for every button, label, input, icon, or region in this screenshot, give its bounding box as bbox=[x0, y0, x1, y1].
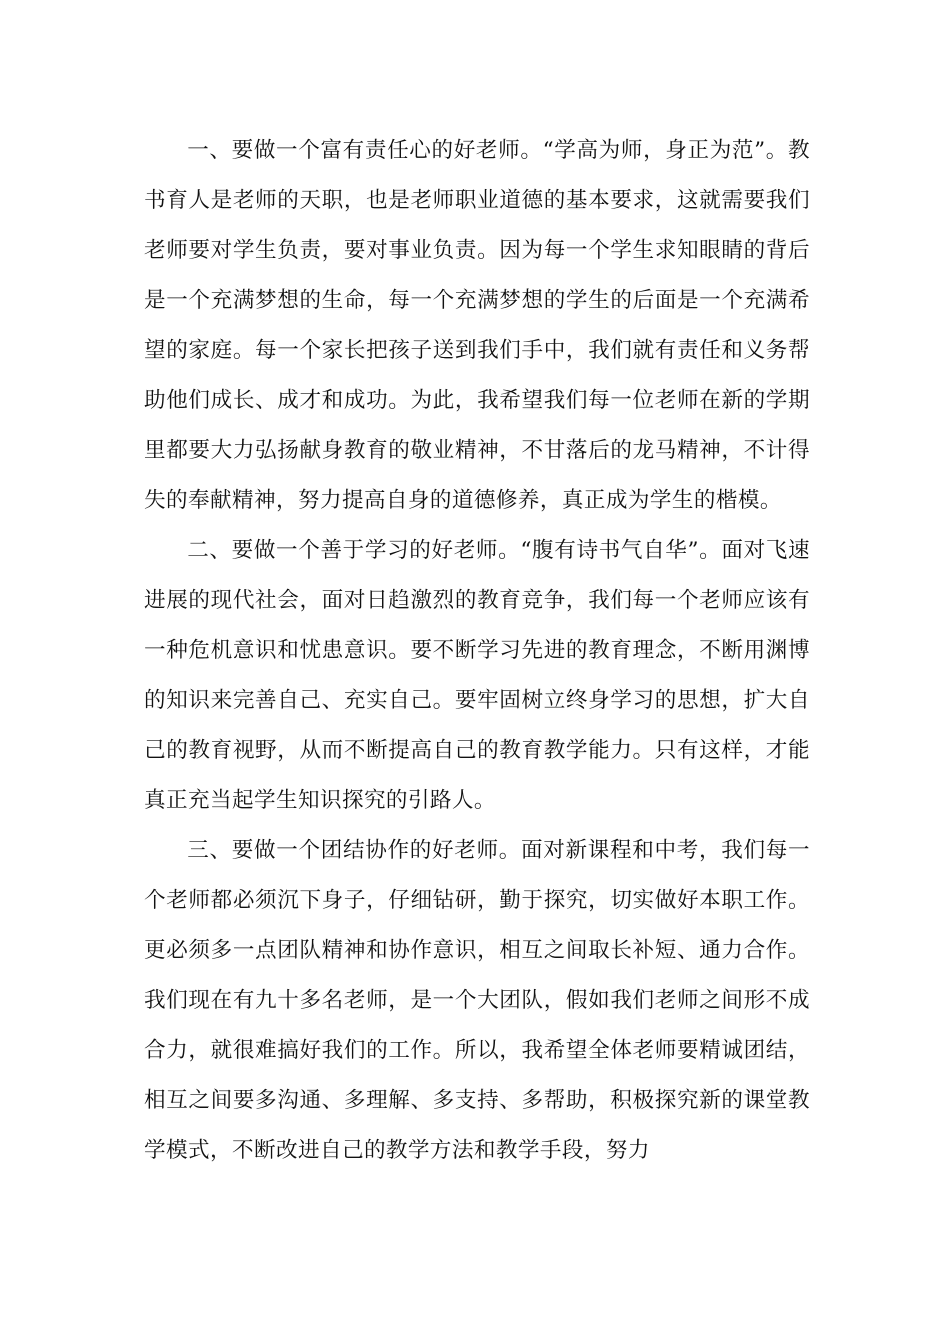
paragraph-2: 二、要做一个善于学习的好老师。“腹有诗书气自华”。面对飞速进展的现代社会，面对日趋激烈的教育竞争，我们每一个老师应该有一种危机意识和忧患意识。要不断学习先进的教育理念，不断用渊博的知识来完善自己、充实自己。要牢固树立终身学习的思想，扩大自己的教育视野，从而不断提高自己的教育教学能力。只有这样，才能真正充当起学生知识探究的引路人。 bbox=[144, 538, 810, 813]
body-text bbox=[144, 126, 810, 1176]
paragraph-3: 三、要做一个团结协作的好老师。面对新课程和中考，我们每一个老师都必须沉下身子，仔细钻研，勤于探究，切实做好本职工作。更必须多一点团队精神和协作意识，相互之间取长补短、通力合作。我们现在有九十多名老师，是一个大团队，假如我们老师之间形不成合力，就很难搞好我们的工作。所以，我希望全体老师要精诚团结，相互之间要多沟通、多理解、多支持、多帮助，积极探究新的课堂教学模式，不断改进自己的教学方法和教学手段，努力 bbox=[144, 838, 810, 1163]
paragraph-1: 一、要做一个富有责任心的好老师。“学高为师，身正为范”。教书育人是老师的天职，也是老师职业道德的基本要求，这就需要我们老师要对学生负责，要对事业负责。因为每一个学生求知眼睛的背后是一个充满梦想的生命，每一个充满梦想的学生的后面是一个充满希望的家庭。每一个家长把孩子送到我们手中，我们就有责任和义务帮助他们成长、成才和成功。为此，我希望我们每一位老师在新的学期里都要大力弘扬献身教育的敬业精神，不甘落后的龙马精神，不计得失的奉献精神，努力提高自身的道德修养，真正成为学生的楷模。 bbox=[144, 138, 810, 513]
